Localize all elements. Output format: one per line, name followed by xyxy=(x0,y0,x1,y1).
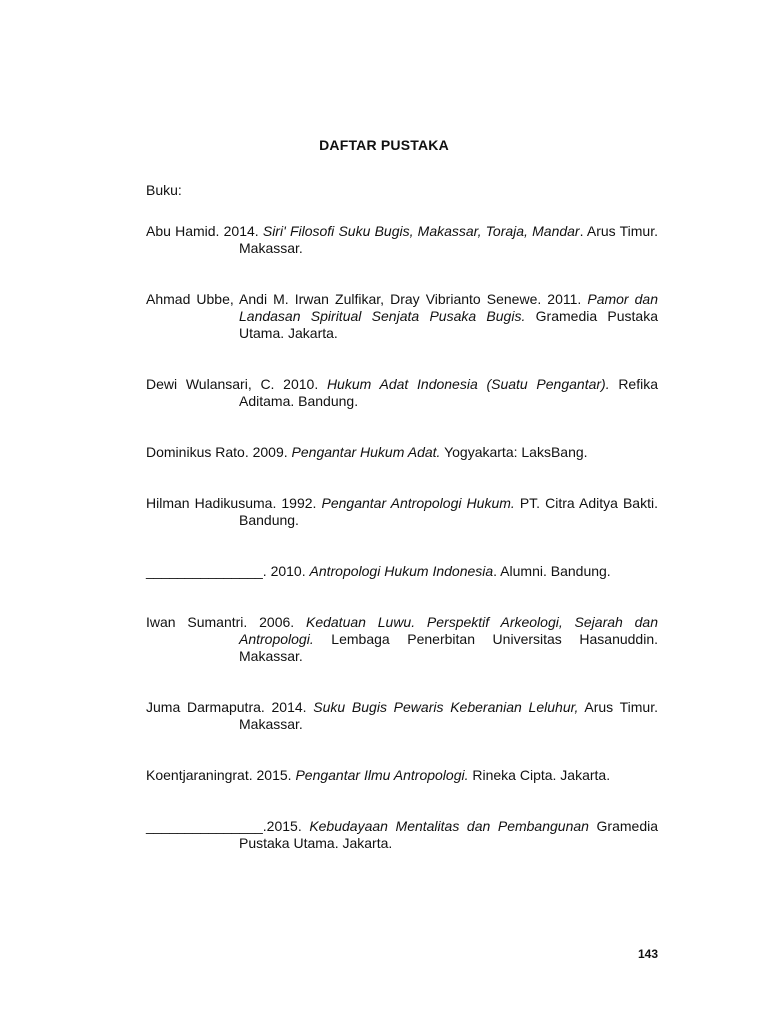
reference-publisher: PT. Citra Aditya Bakti. Bandung. xyxy=(239,495,658,528)
reference-title: Hukum Adat Indonesia (Suatu Pengantar). xyxy=(326,376,610,392)
reference-publisher: Yogyakarta: LaksBang. xyxy=(440,444,588,460)
reference-author-year: Abu Hamid. 2014. xyxy=(146,223,263,239)
reference-author-year: _______________.2015. xyxy=(146,818,310,834)
reference-author-year: Ahmad Ubbe, Andi M. Irwan Zulfikar, Dray Vibrianto Senewe. 2011. xyxy=(146,291,588,307)
reference-entry xyxy=(146,376,658,410)
reference-publisher: . Alumni. Bandung. xyxy=(493,563,611,579)
reference-entry xyxy=(146,614,658,665)
reference-author-year: Dewi Wulansari, C. 2010. xyxy=(146,376,327,392)
reference-entry xyxy=(146,495,658,529)
reference-title: Pengantar Hukum Adat. xyxy=(291,444,441,460)
reference-title: Antropologi Hukum Indonesia xyxy=(309,563,494,579)
reference-title: Pamor dan Landasan Spiritual Senjata Pusaka Bugis. xyxy=(239,291,659,324)
page-title: DAFTAR PUSTAKA xyxy=(319,137,449,153)
section-label: Buku: xyxy=(146,182,182,198)
reference-author-year: Dominikus Rato. 2009. xyxy=(146,444,292,460)
reference-list xyxy=(146,223,658,886)
reference-publisher: . Arus Timur. Makassar. xyxy=(239,223,658,256)
reference-author-year: Hilman Hadikusuma. 1992. xyxy=(146,495,322,511)
reference-title: Suku Bugis Pewaris Keberanian Leluhur, xyxy=(313,699,579,715)
reference-author-year: Iwan Sumantri. 2006. xyxy=(146,614,306,630)
reference-entry xyxy=(146,563,658,580)
reference-publisher: Lembaga Penerbitan Universitas Hasanuddin. Makassar. xyxy=(239,631,658,664)
reference-title: Kebudayaan Mentalitas dan Pembangunan xyxy=(309,818,589,834)
reference-entry xyxy=(146,291,658,342)
reference-entry xyxy=(146,818,658,852)
reference-entry xyxy=(146,444,658,461)
reference-entry xyxy=(146,767,658,784)
reference-publisher: Gramedia Pustaka Utama. Jakarta. xyxy=(239,308,659,341)
reference-title: Pengantar Antropologi Hukum. xyxy=(321,495,515,511)
page-number: 143 xyxy=(637,947,658,961)
reference-publisher: Refika Aditama. Bandung. xyxy=(239,376,659,409)
reference-publisher: Arus Timur. Makassar. xyxy=(239,699,658,732)
reference-entry xyxy=(146,223,658,257)
reference-title: Pengantar Ilmu Antropologi. xyxy=(295,767,469,783)
reference-publisher: Rineka Cipta. Jakarta. xyxy=(468,767,611,783)
reference-publisher: Gramedia Pustaka Utama. Jakarta. xyxy=(239,818,659,851)
reference-title: Kedatuan Luwu. Perspektif Arkeologi, Sejarah dan Antropologi. xyxy=(239,614,658,647)
reference-entry xyxy=(146,699,658,733)
reference-author-year: Koentjaraningrat. 2015. xyxy=(146,767,296,783)
reference-author-year: _______________. 2010. xyxy=(146,563,310,579)
reference-title: Siri' Filosofi Suku Bugis, Makassar, Toraja, Mandar xyxy=(262,223,580,239)
reference-author-year: Juma Darmaputra. 2014. xyxy=(146,699,314,715)
